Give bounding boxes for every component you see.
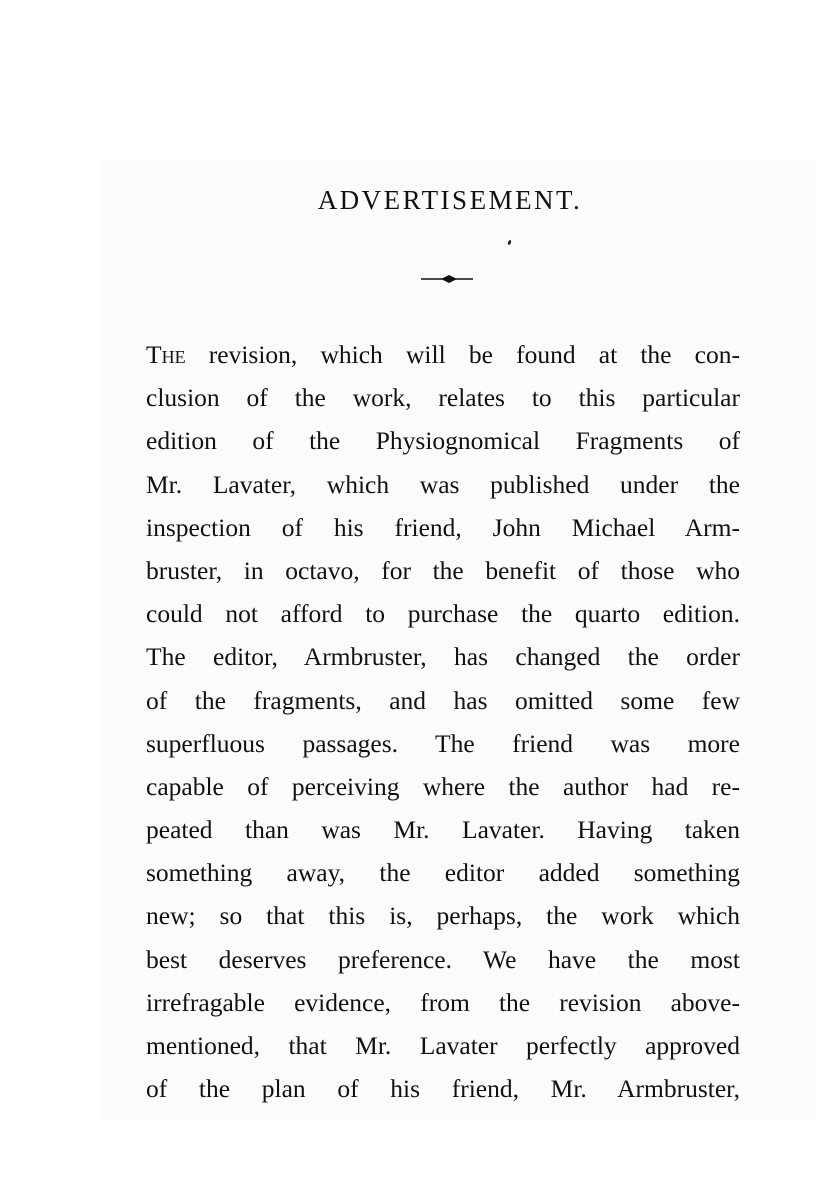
text-line: something away, the editor added something <box>146 858 740 888</box>
text-line-content: revision, which will be found at the con- <box>208 340 740 369</box>
page-title: ADVERTISEMENT. <box>317 185 583 215</box>
text-line: clusion of the work, relates to this particular <box>146 383 740 413</box>
text-line <box>146 333 740 376</box>
text-line: irrefragable evidence, from the revision above- <box>146 987 740 1017</box>
text-line: bruster, in octavo, for the benefit of those who <box>146 555 740 585</box>
advertisement-body <box>146 333 740 1110</box>
first-word: The <box>146 340 186 369</box>
text-line: of the fragments, and has omitted some few <box>146 685 740 715</box>
text-line: peated than was Mr. Lavater. Having taken <box>146 815 740 845</box>
ornament-divider-icon <box>421 274 473 284</box>
text-line: edition of the Physiognomical Fragments of <box>146 426 740 456</box>
text-line: of the plan of his friend, Mr. Armbruster, <box>146 1074 740 1104</box>
text-line: The editor, Armbruster, has changed the order <box>146 642 740 672</box>
text-line: superfluous passages. The friend was more <box>146 728 740 758</box>
text-line: mentioned, that Mr. Lavater perfectly approved <box>146 1031 740 1060</box>
text-line: new; so that this is, perhaps, the work which <box>146 901 740 931</box>
text-line: could not afford to purchase the quarto edition. <box>146 599 740 629</box>
text-line: inspection of his friend, John Michael Arm- <box>146 512 740 542</box>
text-line: capable of perceiving where the author had re- <box>146 771 740 801</box>
text-line: Mr. Lavater, which was published under the <box>146 469 740 499</box>
text-line: best deserves preference. We have the most <box>146 944 740 974</box>
